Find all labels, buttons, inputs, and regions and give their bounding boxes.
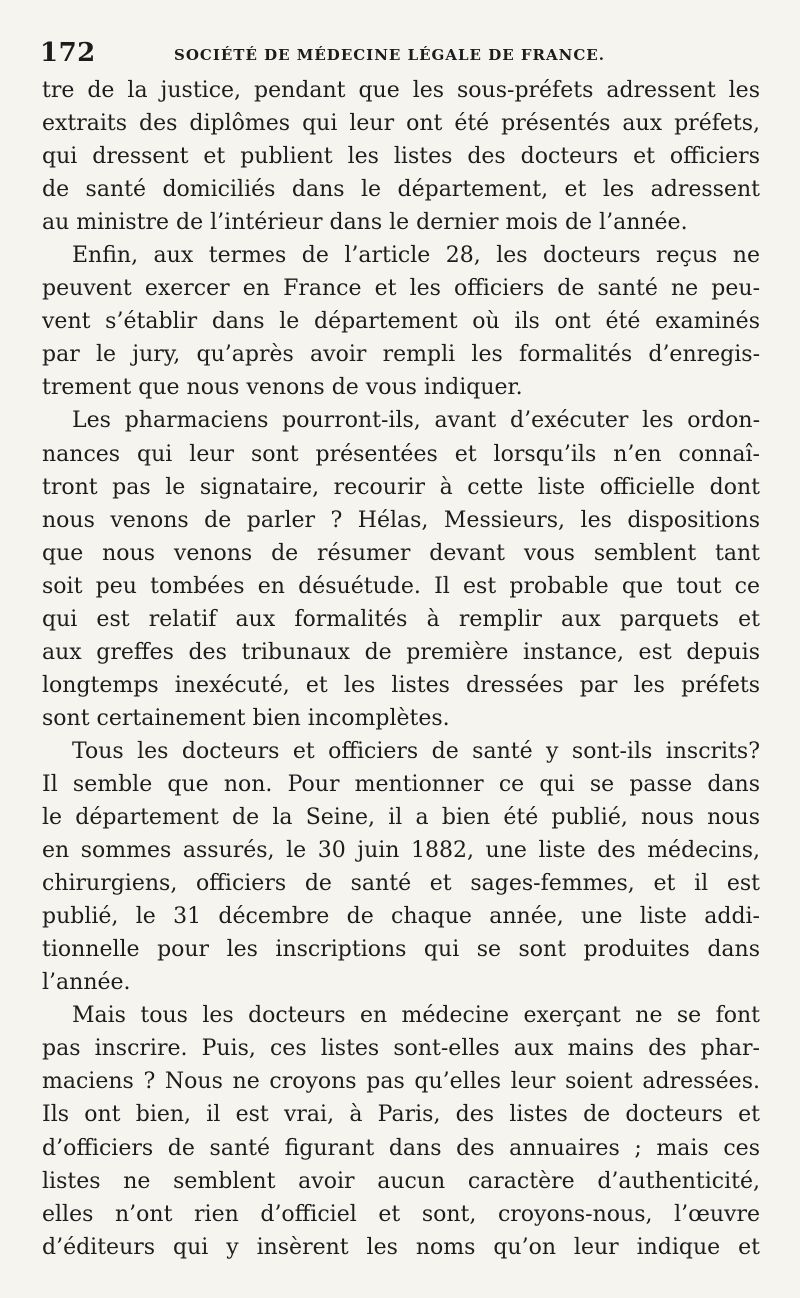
- text-line: publié, le 31 décembre de chaque année, une liste addi-: [42, 904, 760, 930]
- text-line: qui est relatif aux formalités à remplir aux parquets et: [42, 606, 760, 632]
- text-line: d’éditeurs qui y insèrent les noms qu’on leur indique et: [42, 1234, 760, 1260]
- page-number: 172: [40, 38, 96, 68]
- text-line: Il semble que non. Pour mentionner ce qui se passe dans: [42, 771, 760, 797]
- text-line: en sommes assurés, le 30 juin 1882, une liste des médecins,: [42, 838, 760, 864]
- text-line: d’officiers de santé figurant dans des annuaires ; mais ces: [42, 1135, 760, 1161]
- text-line: maciens ? Nous ne croyons pas qu’elles leur soient adressées.: [42, 1069, 760, 1095]
- text-line: qui dressent et publient les listes des docteurs et officiers: [42, 144, 760, 170]
- text-line: pas inscrire. Puis, ces listes sont-elles aux mains des phar-: [42, 1036, 760, 1062]
- text-line: elles n’ont rien d’officiel et sont, croyons-nous, l’œuvre: [42, 1201, 760, 1227]
- text-line: l’année.: [42, 970, 131, 996]
- text-line: aux greffes des tribunaux de première instance, est depuis: [42, 639, 760, 665]
- text-line: chirurgiens, officiers de santé et sages-femmes, et il est: [42, 871, 760, 897]
- text-line: vent s’établir dans le département où ils ont été examinés: [42, 309, 760, 335]
- page-header: [40, 38, 780, 70]
- text-line: tront pas le signataire, recourir à cette liste officielle dont: [42, 474, 760, 500]
- text-line: Mais tous les docteurs en médecine exerçant ne se font: [72, 1003, 760, 1029]
- text-line: soit peu tombées en désuétude. Il est probable que tout ce: [42, 573, 760, 599]
- text-line: au ministre de l’intérieur dans le dernier mois de l’année.: [42, 210, 688, 236]
- text-line: nous venons de parler ? Hélas, Messieurs, les dispositions: [42, 507, 760, 533]
- text-line: Ils ont bien, il est vrai, à Paris, des listes de docteurs et: [42, 1102, 760, 1128]
- text-line: le département de la Seine, il a bien été publié, nous nous: [42, 805, 760, 831]
- text-line: Les pharmaciens pourront-ils, avant d’exécuter les ordon-: [72, 408, 760, 434]
- text-line: trement que nous venons de vous indiquer.: [42, 375, 523, 401]
- running-head: SOCIÉTÉ DE MÉDECINE LÉGALE DE FRANCE.: [174, 46, 605, 64]
- text-line: tre de la justice, pendant que les sous-préfets adressent les: [42, 78, 760, 103]
- text-line: peuvent exercer en France et les officiers de santé ne peu-: [42, 276, 760, 302]
- text-line: par le jury, qu’après avoir rempli les formalités d’enregis-: [42, 342, 760, 368]
- text-line: listes ne semblent avoir aucun caractère d’authenticité,: [42, 1168, 760, 1194]
- body-text: [42, 74, 760, 1264]
- text-line: sont certainement bien incomplètes.: [42, 705, 450, 731]
- text-line: tionnelle pour les inscriptions qui se sont produites dans: [42, 937, 760, 963]
- text-line: Enfin, aux termes de l’article 28, les docteurs reçus ne: [72, 243, 760, 269]
- text-line: extraits des diplômes qui leur ont été présentés aux préfets,: [42, 111, 760, 137]
- text-line: que nous venons de résumer devant vous semblent tant: [42, 540, 760, 566]
- text-line: de santé domiciliés dans le département, et les adressent: [42, 177, 760, 203]
- text-line: Tous les docteurs et officiers de santé y sont-ils inscrits?: [72, 738, 760, 764]
- text-line: nances qui leur sont présentées et lorsqu’ils n’en connaî-: [42, 441, 760, 467]
- text-line: longtemps inexécuté, et les listes dressées par les préfets: [42, 672, 760, 698]
